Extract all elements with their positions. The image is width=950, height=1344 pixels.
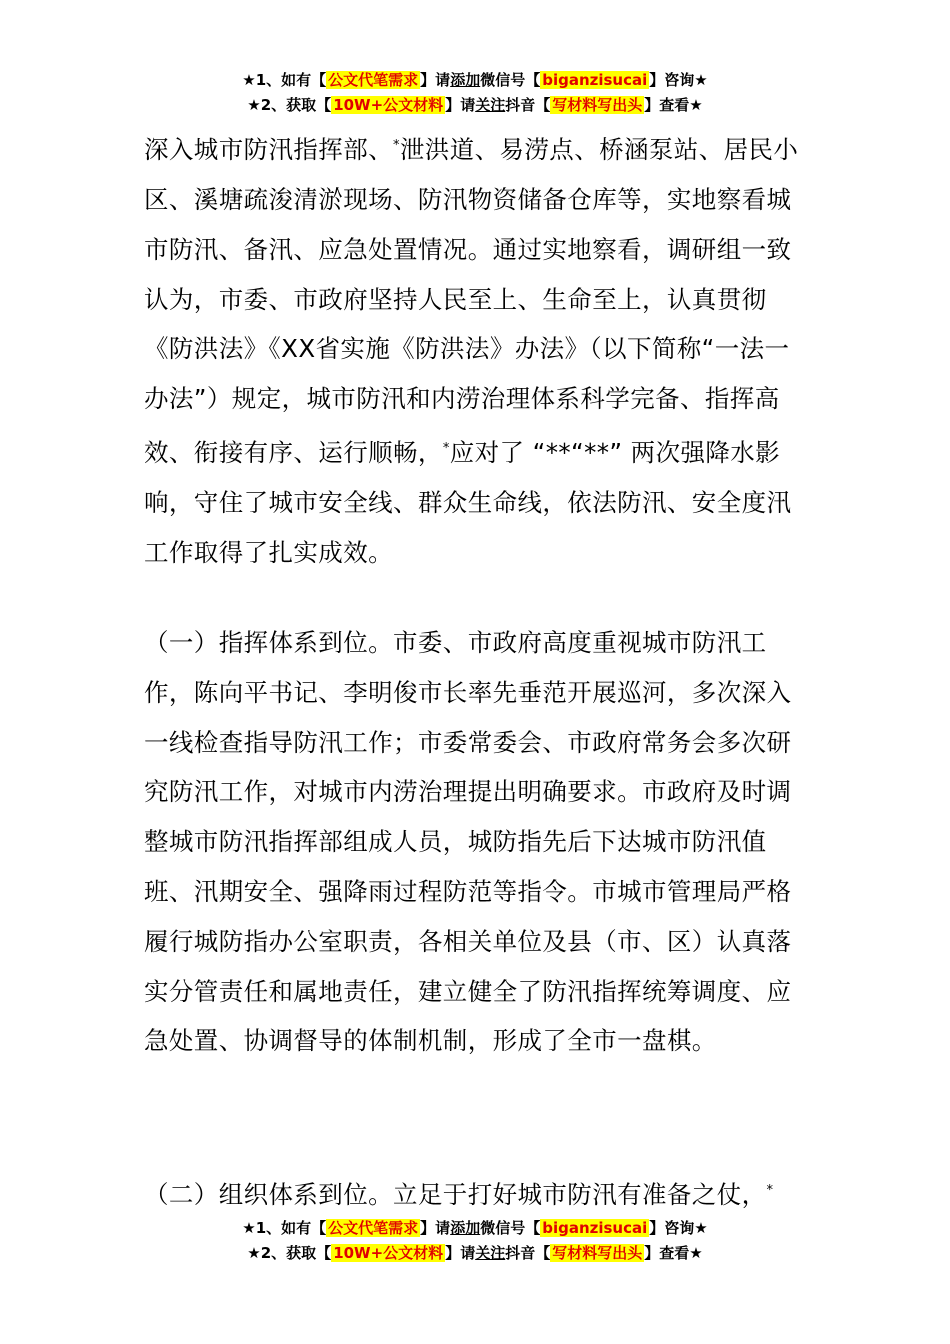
banner-underlined: 关注 (475, 1244, 506, 1262)
banner-text: 】请 (445, 96, 476, 114)
banner-wechat-id: biganzisucai (542, 71, 648, 89)
banner-line-1 (0, 68, 950, 93)
banner-text: ★1、如有【 (242, 1219, 327, 1237)
paragraph-text: （一）指挥体系到位。市委、市政府高度重视城市防汛工作，陈向平书记、李明俊市长率先垂范开展巡河，多次深入一线检查指导防汛工作；市委常委会、市政府常务会多次研究防汛工作，对城市内涝治理提出明确要求。市政府及时调整城市防汛指挥部组成人员，城防指先后下达城市防汛值班、汛期安全、强降雨过程防范等指令。市城市管理局严格履行城防指办公室职责，各相关单位及县（市、区）认真落实分管责任和属地责任，建立健全了防汛指挥统筹调度、应急处置、协调督导的体制机制，形成了全市一盘棋。 (144, 628, 792, 1056)
banner-text: 】请 (420, 71, 451, 89)
paragraph-text: （二）组织体系到位。立足于打好城市防汛有准备之仗， (144, 1180, 767, 1210)
redaction-mark: * (393, 138, 400, 153)
banner-wechat-id: biganzisucai (542, 1219, 648, 1237)
banner-underlined: 关注 (475, 96, 506, 114)
banner-text: 抖音【 (505, 1244, 551, 1262)
banner-text: 】咨询★ (649, 1219, 708, 1237)
banner-text: 】咨询★ (649, 71, 708, 89)
banner-text: 抖音【 (505, 96, 551, 114)
banner-text: 微信号【 (480, 71, 541, 89)
redaction-mark: * (766, 1183, 774, 1198)
banner-highlight: 公文代笔需求 (328, 1219, 419, 1237)
banner-line-1 (0, 1216, 950, 1241)
banner-text: 】请 (445, 1244, 476, 1262)
document-paragraph (144, 618, 809, 1066)
banner-text: ★2、获取【 (247, 1244, 332, 1262)
document-paragraph (144, 1166, 809, 1220)
banner-line-2 (0, 93, 950, 118)
paragraph-text: 深入城市防汛指挥部、 (144, 135, 393, 165)
banner-douyin-id: 写材料写出头 (552, 96, 643, 114)
banner-text: ★2、获取【 (247, 96, 332, 114)
banner-line-2 (0, 1241, 950, 1266)
banner-text: 】请 (420, 1219, 451, 1237)
banner-text: ★1、如有【 (242, 71, 327, 89)
paragraph-text: 泄洪道、易涝点、桥涵泵站、居民小区、溪塘疏浚清淤现场、防汛物资储备仓库等，实地察看城市防汛、备汛、应急处置情况。通过实地察看，调研组一致认为，市委、市政府坚持人民至上、生命至上，认真贯彻《防洪法》《XX省实施《防洪法》办法》（以下简称“一法一办法”）规定，城市防汛和内涝治理体系科学完备、指挥高效、衔接有序、运行顺畅， (144, 135, 799, 468)
banner-douyin-id: 写材料写出头 (552, 1244, 643, 1262)
banner-highlight: 公文代笔需求 (328, 71, 419, 89)
footer-banner (0, 1216, 950, 1266)
banner-text: 微信号【 (480, 1219, 541, 1237)
banner-text: 】查看★ (644, 1244, 703, 1262)
header-banner (0, 68, 950, 118)
redaction-mark: * (442, 440, 450, 456)
banner-underlined: 添加 (450, 71, 481, 89)
document-paragraph (144, 121, 809, 577)
banner-underlined: 添加 (450, 1219, 481, 1237)
banner-highlight: 10W+公文材料 (333, 96, 444, 114)
banner-highlight: 10W+公文材料 (333, 1244, 444, 1262)
banner-text: 】查看★ (644, 96, 703, 114)
paragraph-text: 应对了 “**“**” 两次强降水影响，守住了城市安全线、群众生命线，依法防汛、安全度汛工作取得了扎实成效。 (144, 438, 792, 567)
